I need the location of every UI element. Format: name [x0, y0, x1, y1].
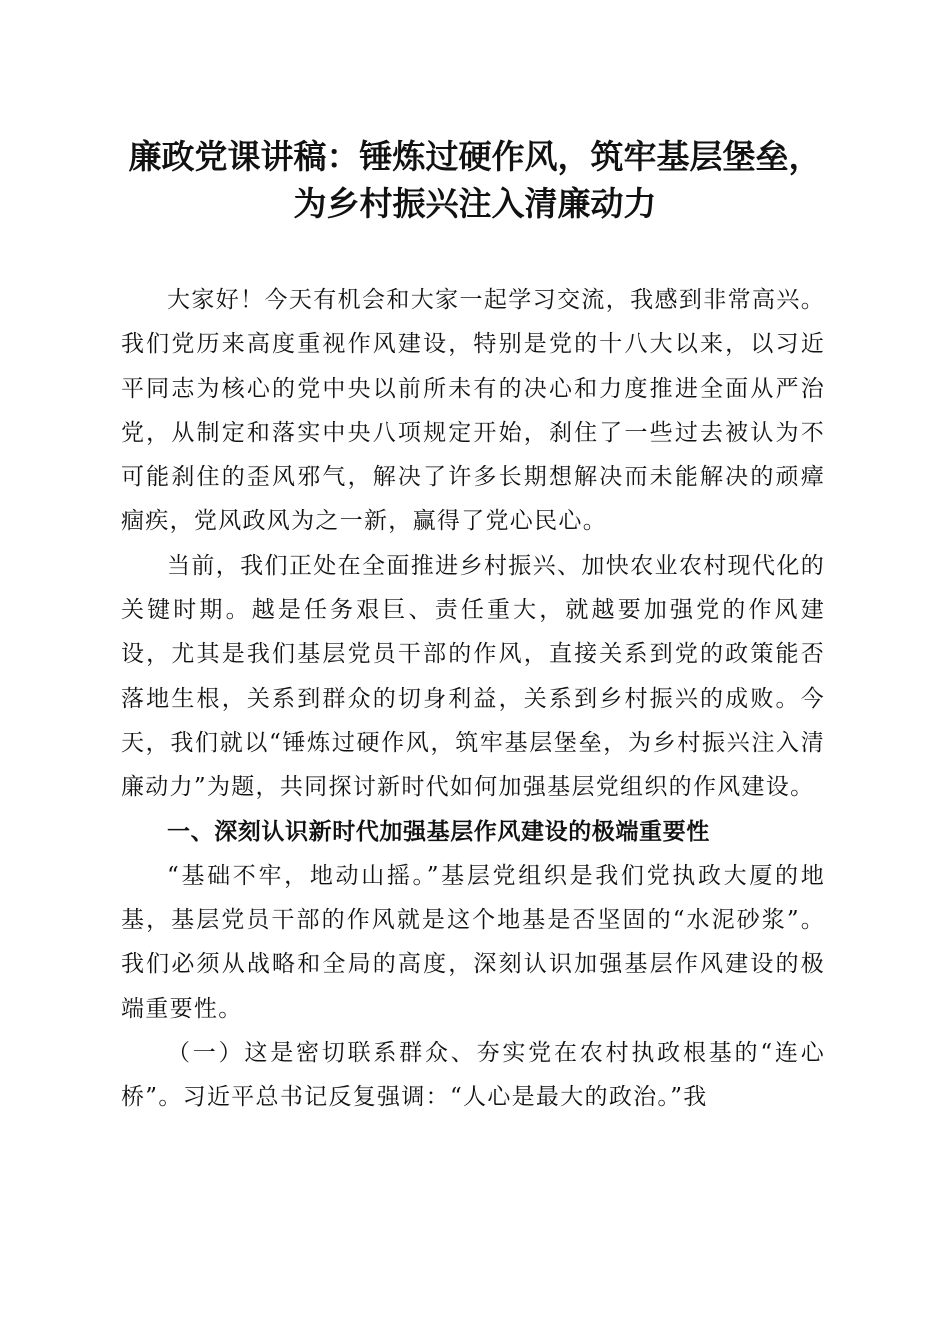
- section-heading-1: 一、深刻认识新时代加强基层作风建设的极端重要性: [167, 818, 710, 845]
- document-body: [121, 278, 825, 1120]
- paragraph-opening: 大家好！今天有机会和大家一起学习交流，我感到非常高兴。我们党历来高度重视作风建设，特别是党的十八大以来，以习近平同志为核心的党中央以前所未有的决心和力度推进全面从严治党，从制定和落实中央八项规定开始，刹住了一些过去被认为不可能刹住的歪风邪气，解决了许多长期想解决而未能解决的顽瘴痼疾，党风政风为之一新，赢得了党心民心。: [121, 287, 825, 535]
- paragraph-context: 当前，我们正处在全面推进乡村振兴、加快农业农村现代化的关键时期。越是任务艰巨、责任重大，就越要加强党的作风建设，尤其是我们基层党员干部的作风，直接关系到党的政策能否落地生根，关系到群众的切身利益，关系到乡村振兴的成败。今天，我们就以“锤炼过硬作风，筑牢基层堡垒，为乡村振兴注入清廉动力”为题，共同探讨新时代如何加强基层党组织的作风建设。: [121, 552, 825, 801]
- document-title-line-1: 廉政党课讲稿：锤炼过硬作风，筑牢基层堡垒，: [128, 137, 822, 176]
- paragraph-subpoint-1: （一）这是密切联系群众、夯实党在农村执政根基的“连心桥”。习近平总书记反复强调：“人心是最大的政治。”我: [121, 1040, 825, 1111]
- paragraph-section-intro: “基础不牢，地动山摇。”基层党组织是我们党执政大厦的地基，基层党员干部的作风就是这个地基是否坚固的“水泥砂浆”。我们必须从战略和全局的高度，深刻认识加强基层作风建设的极端重要性。: [121, 862, 825, 1022]
- document-title-line-2: 为乡村振兴注入清廉动力: [293, 184, 657, 223]
